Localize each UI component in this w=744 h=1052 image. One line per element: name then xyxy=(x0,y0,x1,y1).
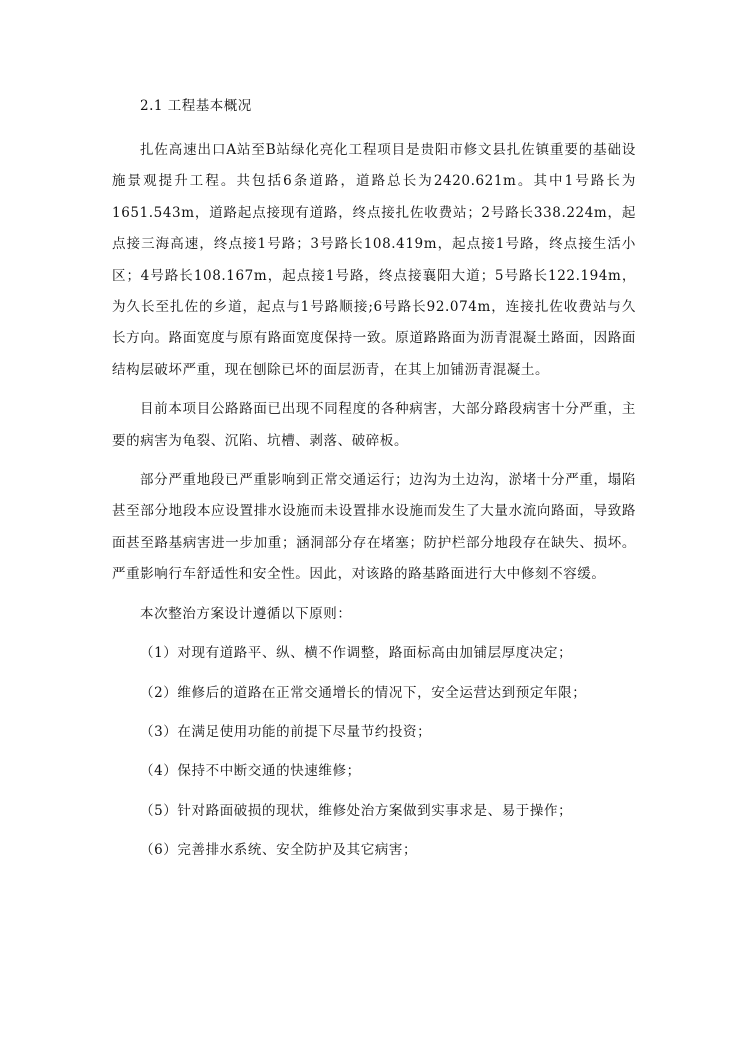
section-heading: 2.1 工程基本概况 xyxy=(140,98,252,114)
principle-item-6: （6）完善排水系统、安全防护及其它病害； xyxy=(140,842,418,859)
principle-item-5: （5）针对路面破损的现状，维修处治方案做到实事求是、易于操作； xyxy=(140,802,573,819)
paragraph-project-overview: 扎佐高速出口A站至B站绿化亮化工程项目是贵阳市修文县扎佐镇重要的基础设施景观提升工程。共包括6条道路，道路总长为2420.621m。其中1号路长为1651.543m，道路起点接现有道路，终点接扎佐收费站；2号路长338.224m，起点接三海高速，终点接1号路；3号路长108.419m，起点接1号路，终点接生活小区；4号路长108.167m，起点接1号路，终点接襄阳大道；5号路长122.194m，为久长至扎佐的乡道，起点与1号路顺接;6号路长92.074m，连接扎佐收费站与久长方向。路面宽度与原有路面宽度保持一致。原道路路面为沥青混凝土路面，因路面结构层破坏严重，现在刨除已坏的面层沥青，在其上加铺沥青混凝土。 xyxy=(112,142,636,378)
principle-item-1: （1）对现有道路平、纵、横不作调整，路面标高由加铺层厚度决定； xyxy=(140,645,573,662)
paragraph-pavement-damage: 目前本项目公路路面已出现不同程度的各种病害，大部分路段病害十分严重，主要的病害为龟裂、沉陷、坑槽、剥落、破碎板。 xyxy=(112,401,636,449)
paragraph-drainage-issues: 部分严重地段已严重影响到正常交通运行；边沟为土边沟，淤堵十分严重，塌陷甚至部分地段本应设置排水设施而未设置排水设施而发生了大量水流向路面，导致路面甚至路基病害进一步加重；涵洞部分存在堵塞；防护栏部分地段存在缺失、损坏。严重影响行车舒适性和安全性。因此，对该路的路基路面进行大中修刻不容缓。 xyxy=(112,472,636,583)
principles-list xyxy=(112,638,636,866)
principle-item-3: （3）在满足使用功能的前提下尽量节约投资； xyxy=(140,723,432,740)
paragraph-principles-intro: 本次整治方案设计遵循以下原则： xyxy=(140,605,352,622)
principle-item-2: （2）维修后的道路在正常交通增长的情况下，安全运营达到预定年限； xyxy=(140,684,587,701)
document-body xyxy=(112,94,636,875)
principle-item-4: （4）保持不中断交通的快速维修； xyxy=(140,763,361,780)
